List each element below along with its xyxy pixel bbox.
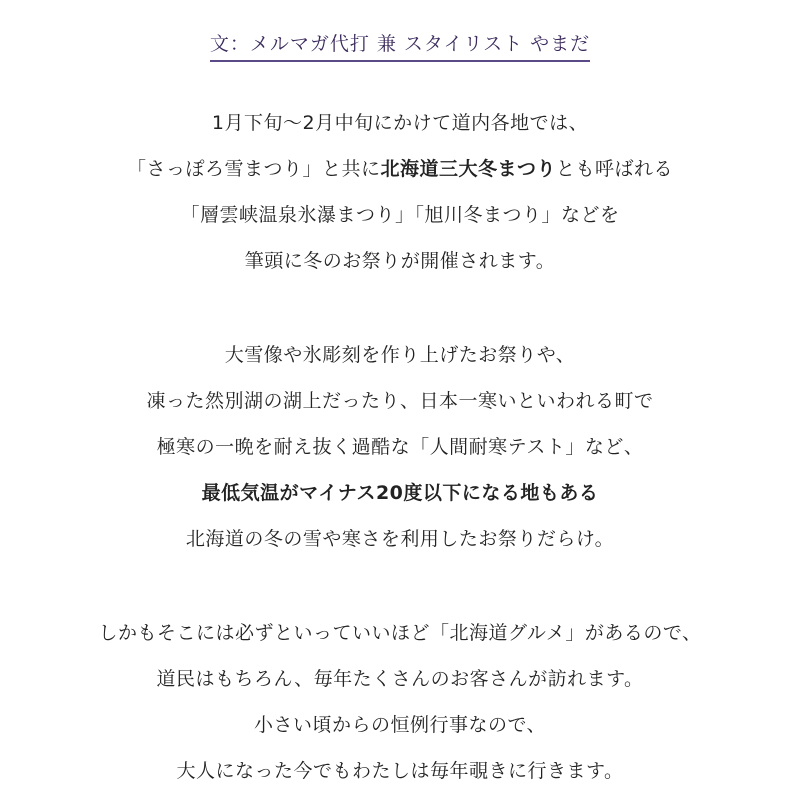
paragraph-1 — [0, 100, 800, 284]
paragraph-2 — [0, 332, 800, 562]
text-line — [0, 192, 800, 238]
text-line — [0, 656, 800, 702]
text-line — [0, 100, 800, 146]
emphasis-text: 北海道三大冬まつり — [380, 158, 556, 180]
text-line — [0, 470, 800, 516]
text-segment: 「層雲峡温泉氷瀑まつり」「旭川冬まつり」などを — [180, 204, 620, 226]
paragraph-3 — [0, 610, 800, 794]
text-line — [0, 378, 800, 424]
text-line — [0, 238, 800, 284]
byline: 文：メルマガ代打 兼 スタイリスト やまだ — [210, 32, 590, 62]
text-segment: 大人になった今でもわたしは毎年覗きに行きます。 — [176, 760, 624, 782]
text-segment: 道民はもちろん、毎年たくさんのお客さんが訪れます。 — [156, 668, 644, 690]
text-line — [0, 748, 800, 794]
text-segment: 凍った然別湖の湖上だったり、日本一寒いといわれる町で — [146, 390, 654, 412]
text-line — [0, 332, 800, 378]
text-line — [0, 146, 800, 192]
text-segment: しかもそこには必ずといっていいほど「北海道グルメ」があるので、 — [98, 622, 702, 644]
text-segment: 筆頭に冬のお祭りが開催されます。 — [244, 250, 556, 272]
text-line — [0, 702, 800, 748]
article-body — [0, 100, 800, 794]
emphasis-text: 最低気温がマイナス20度以下になる地もある — [201, 482, 599, 504]
text-segment: 大雪像や氷彫刻を作り上げたお祭りや、 — [224, 344, 576, 366]
text-line — [0, 610, 800, 656]
text-segment: 「さっぽろ雪まつり」と共に — [126, 158, 381, 180]
text-line — [0, 424, 800, 470]
text-segment: 北海道の冬の雪や寒さを利用したお祭りだらけ。 — [185, 528, 615, 550]
text-segment: 極寒の一晩を耐え抜く過酷な「人間耐寒テスト」など、 — [156, 436, 644, 458]
text-line — [0, 516, 800, 562]
text-segment: 小さい頃からの恒例行事なので、 — [253, 714, 547, 736]
text-segment: とも呼ばれる — [556, 158, 674, 180]
text-segment: 1月下旬〜2月中旬にかけて道内各地では、 — [211, 112, 589, 134]
